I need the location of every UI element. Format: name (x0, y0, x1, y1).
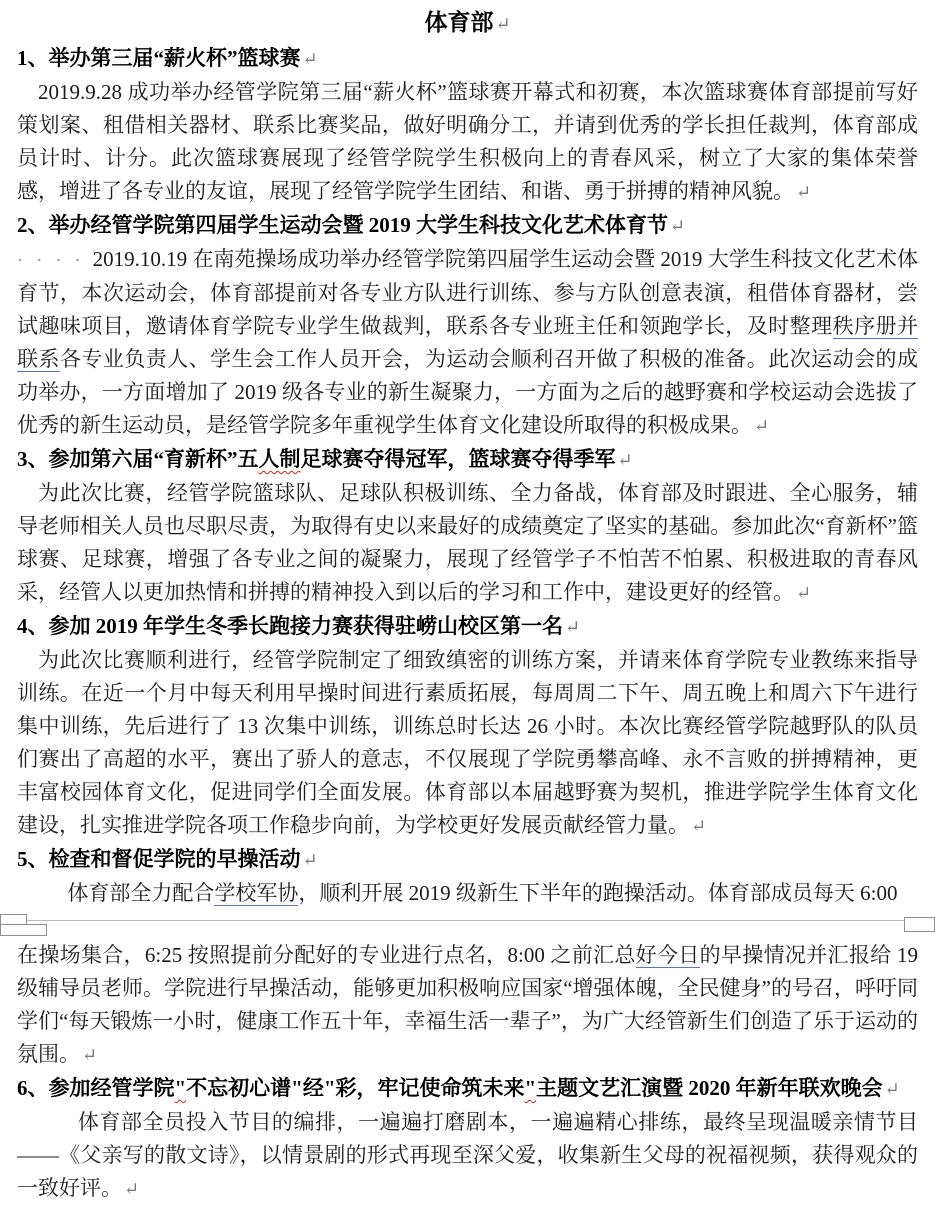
text-run: ，顺利开展 2019 级新生下半年的跑操活动。体育部成员每天 6:00 (298, 881, 898, 905)
section-6-heading (17, 1072, 918, 1106)
text-run: 为此次比赛顺利进行，经管学院制定了细致缜密的训练方案，并请来体育学院专业教练来指导训练。在近一个月中每天利用早操时间进行素质拓展，每周周二下午、周五晚上和周六下午进行集中训练，先后进行了 13 次集中训练，训练总时长达 26 小时。本次比赛经管学院越野队的队员们赛出了高超的水平，赛出了骄人的意志，不仅展现了学院勇攀高峰、永不言败的拼搏精神，更丰富校园体育文化，促进同学们全面发展。体育部以本届越野赛为契机，推进学院学生体育文化建设，扎实推进学院各项工作稳步向前，为学校更好发展贡献经管力量。 (17, 648, 918, 837)
paragraph (17, 243, 918, 443)
paragraph-mark-icon: ↵ (302, 49, 318, 69)
text-run: 主题文艺汇演暨 2020 年新年联欢晚会 (536, 1076, 883, 1100)
paragraph-mark-icon: ↵ (124, 1179, 140, 1199)
spellcheck-squiggle-text: " (524, 1076, 537, 1100)
text-run: 足球赛夺得冠军，篮球赛夺得季军 (300, 447, 616, 471)
section-3-heading (17, 443, 918, 477)
paragraph (17, 1106, 918, 1206)
section-1-heading (17, 42, 918, 76)
title-text: 体育部 (424, 10, 494, 35)
page-break-divider[interactable] (0, 911, 935, 938)
text-run: 4、参加 2019 年学生冬季长跑接力赛获得驻崂山校区第一名 (17, 614, 563, 638)
grammar-underline-text: 学校军协 (214, 881, 299, 905)
paragraph-mark-icon: ↵ (565, 617, 581, 637)
paragraph (17, 477, 918, 610)
text-run: 2019.10.19 在南苑操场成功举办经管学院第四届学生运动会暨 2019 大学生科技文化艺术体育节，本次运动会，体育部提前对各专业方队进行训练、参与方队创意表演，租借体育器材，尝试趣味项目，邀请体育学院专业学生做裁判，联系各专业班主任和领跑学长，及时整理 (17, 247, 918, 338)
text-run: 的早操情况并汇报给 19 级辅导员老师。学院进行早操活动，能够更加积极响应国家“增强体魄，全民健身”的号召，呼吁同学们“每天锻炼一小时，健康工作五十年，幸福生活一辈子”，为广大经管新生们创造了乐于运动的氛围。 (17, 943, 919, 1066)
section-5-heading (17, 843, 918, 877)
page-edge-marker-right (904, 917, 935, 932)
paragraph-mark-icon: ↵ (796, 583, 812, 603)
text-run: 5、检查和督促学院的早操活动 (17, 847, 301, 871)
text-run: 6、参加经管学院 (17, 1076, 175, 1100)
paragraph-mark-icon: ↵ (617, 450, 633, 470)
text-run: 体育部全员投入节目的编排，一遍遍打磨剧本，一遍遍精心排练，最终呈现温暖亲情节目——《父亲写的散文诗》，以情景剧的形式再现至深父爱，收集新生父母的祝福视频，获得观众的一致好评。 (17, 1110, 918, 1200)
text-run: 不忘初心谱"经"彩，牢记使命筑未来 (186, 1076, 525, 1100)
paragraph-mark-icon: ↵ (302, 850, 318, 870)
text-run: 在操场集合，6:25 按照提前分配好的专业进行点名，8:00 之前汇总 (17, 943, 636, 967)
grammar-underline-text: 秩序册并联系 (17, 314, 918, 371)
text-run: 各专业负责人、学生会工作人员开会，为运动会顺利召开做了积极的准备。此次运动会的成功举办，一方面增加了 2019 级各专业的新生凝聚力，一方面为之后的越野赛和学校运动会选拔了优秀的新生运动员，是经管学院多年重视学生体育文化建设所取得的积极成果。 (17, 347, 919, 437)
document-body (17, 42, 918, 1206)
paragraph-mark-icon: ↵ (82, 1045, 98, 1065)
spellcheck-squiggle-text: 人制 (258, 447, 301, 471)
paragraph-mark-icon: ↵ (754, 416, 770, 436)
text-run: 1、举办第三届“薪火杯”篮球赛 (17, 46, 301, 70)
space-format-marks: · · · · (17, 250, 85, 271)
page-edge-marker-left-bottom (0, 924, 47, 936)
text-run: 2、举办经管学院第四届学生运动会暨 2019 大学生科技文化艺术体育节 (17, 213, 668, 237)
section-2-heading (17, 209, 918, 243)
text-run: 2019.9.28 成功举办经管学院第三届“薪火杯”篮球赛开幕式和初赛，本次篮球赛体育部提前写好策划案、租借相关器材、联系比赛奖品，做好明确分工，并请到优秀的学长担任裁判，体育部成员计时、计分。此次篮球赛展现了经管学院学生积极向上的青春风采，树立了大家的集体荣誉感，增进了各专业的友谊，展现了经管学院学生团结、和谐、勇于拼搏的精神风貌。 (17, 80, 918, 203)
paragraph-mark-icon: ↵ (691, 816, 707, 836)
grammar-underline-text: 好今日 (635, 943, 700, 967)
paragraph (17, 877, 918, 910)
text-run: 3、参加第六届“育新杯”五 (17, 447, 259, 471)
document-title (17, 5, 918, 42)
paragraph-mark-icon: ↵ (884, 1079, 900, 1099)
page-break-line (0, 920, 935, 921)
text-run: 体育部全力配合 (67, 881, 215, 905)
text-run: 为此次比赛，经管学院篮球队、足球队积极训练、全力备战，体育部及时跟进、全心服务，辅导老师相关人员也尽职尽责，为取得有史以来最好的成绩奠定了坚实的基础。参加此次“育新杯”篮球赛、足球赛，增强了各专业之间的凝聚力，展现了经管学子不怕苦不怕累、积极进取的青春风采，经管人以更加热情和拼搏的精神投入到以后的学习和工作中，建设更好的经管。 (17, 481, 918, 604)
paragraph-mark-icon: ↵ (495, 14, 511, 34)
paragraph-mark-icon: ↵ (796, 182, 812, 202)
spellcheck-squiggle-text: " (174, 1076, 187, 1100)
paragraph (17, 76, 918, 209)
paragraph (17, 939, 918, 1072)
paragraph-mark-icon: ↵ (670, 216, 686, 236)
paragraph (17, 644, 918, 843)
section-4-heading (17, 610, 918, 644)
